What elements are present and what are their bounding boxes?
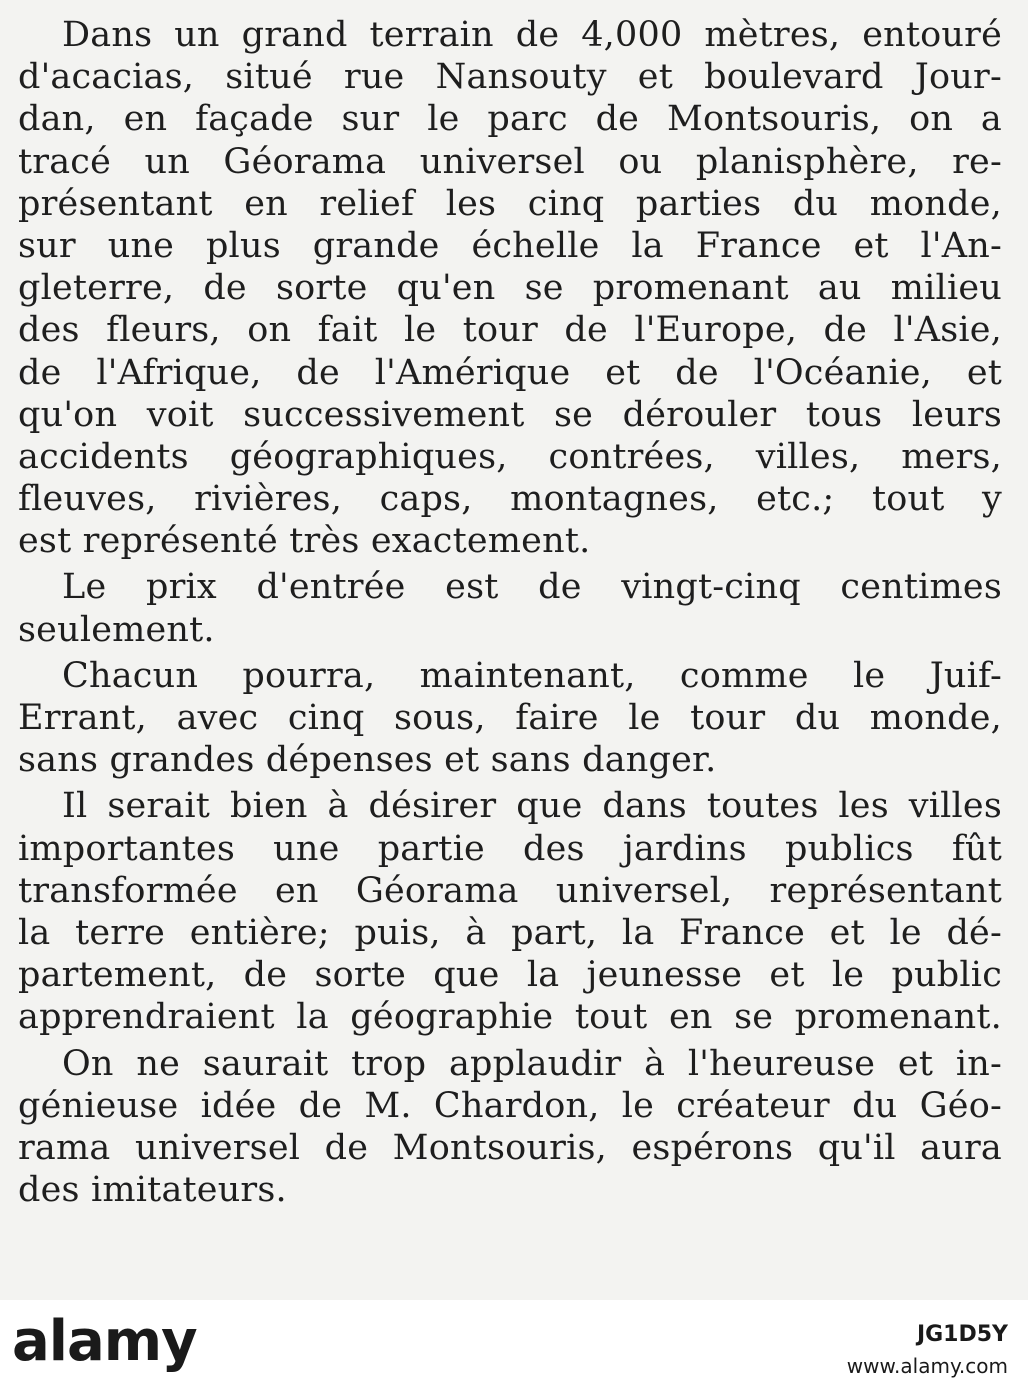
- text-line: des imitateurs.: [18, 1170, 287, 1211]
- text-line: Chacun pourra, maintenant, comme le Juif-: [62, 655, 1002, 696]
- text-line: la terre entière; puis, à part, la France et le dé-: [18, 912, 1002, 953]
- text-line: partement, de sorte que la jeunesse et le public: [18, 955, 1002, 996]
- text-line: rama universel de Montsouris, espérons qu'il aura: [18, 1127, 1002, 1168]
- text-line: génieuse idée de M. Chardon, le créateur du Géo-: [18, 1085, 1002, 1126]
- text-line: sur une plus grande échelle la France et l'An-: [18, 225, 1002, 266]
- text-line: seulement.: [18, 609, 215, 650]
- text-line: importantes une partie des jardins publics fût: [18, 828, 1002, 869]
- text-line: présentant en relief les cinq parties du monde,: [18, 183, 1002, 224]
- article-body: [18, 14, 1002, 1215]
- text-line: dan, en façade sur le parc de Montsouris, on a: [18, 99, 1002, 140]
- paragraph-4: [18, 785, 1002, 1038]
- text-line: qu'on voit successivement se dérouler tous leurs: [18, 394, 1002, 435]
- paragraph-3: [18, 655, 1002, 782]
- text-line: Errant, avec cinq sous, faire le tour du monde,: [18, 698, 1002, 738]
- site-url-label: www.alamy.com: [846, 1354, 1008, 1378]
- paragraph-1: [18, 14, 1002, 562]
- text-line: Le prix d'entrée est de vingt-cinq centimes: [62, 567, 1002, 608]
- paragraph-2: [18, 566, 1002, 650]
- text-line: apprendraient la géographie tout en se promenant.: [18, 997, 1002, 1038]
- text-line: des fleurs, on fait le tour de l'Europe, de l'Asie,: [18, 310, 1002, 351]
- text-line: sans grandes dépenses et sans danger.: [18, 740, 717, 781]
- text-line: d'acacias, situé rue Nansouty et boulevard Jour-: [18, 57, 1002, 98]
- text-line: tracé un Géorama universel ou planisphère, re-: [18, 141, 1002, 182]
- image-id-label: JG1D5Y: [916, 1322, 1008, 1347]
- text-line: est représenté très exactement.: [18, 521, 591, 562]
- text-line: transformée en Géorama universel, représentant: [18, 870, 1002, 911]
- text-line: Dans un grand terrain de 4,000 mètres, entouré: [62, 15, 1002, 55]
- brand-logo: alamy: [12, 1309, 197, 1374]
- text-line: de l'Afrique, de l'Amérique et de l'Océanie, et: [18, 352, 1002, 393]
- text-line: gleterre, de sorte qu'en se promenant au milieu: [18, 268, 1002, 309]
- text-line: fleuves, rivières, caps, montagnes, etc.; tout y: [18, 479, 1002, 520]
- text-line: accidents géographiques, contrées, villes, mers,: [18, 436, 1002, 477]
- text-line: Il serait bien à désirer que dans toutes les villes: [62, 786, 1002, 827]
- paragraph-5: [18, 1043, 1002, 1212]
- text-line: On ne saurait trop applaudir à l'heureuse et in-: [62, 1043, 1002, 1084]
